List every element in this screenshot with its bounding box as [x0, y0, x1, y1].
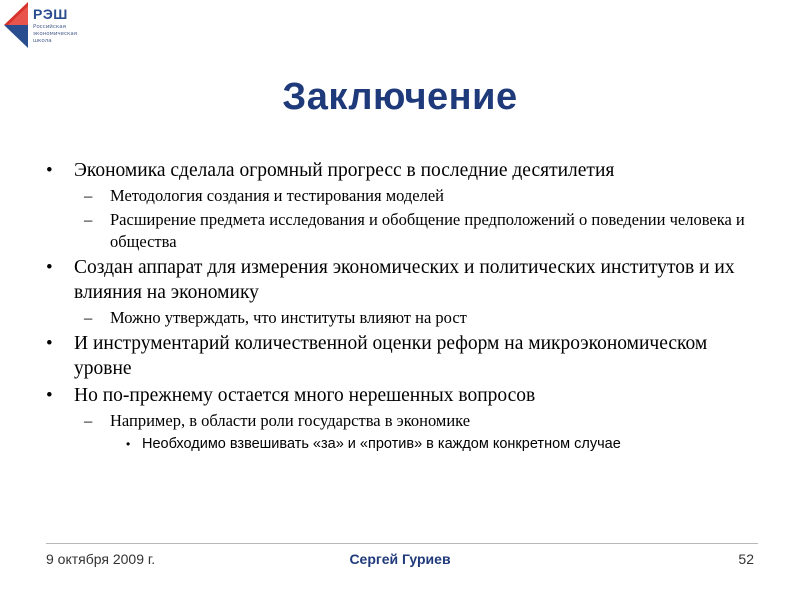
logo-acronym: РЭШ [33, 6, 68, 22]
bullet-text: Но по-прежнему остается много нерешенных вопросов [74, 385, 536, 406]
sub-bullet-text: Можно утверждать, что институты влияют на рост [110, 308, 467, 327]
bullet-dot-icon: • [46, 333, 53, 354]
bullet-item [46, 331, 746, 381]
dash-bullet-icon: – [84, 308, 93, 327]
dash-bullet-icon: – [84, 411, 93, 430]
sub-sub-bullet-item [46, 434, 746, 454]
bullet-dot-icon: • [126, 437, 131, 451]
dash-bullet-icon: – [84, 186, 93, 205]
bullet-item [46, 255, 746, 305]
footer-date: 9 октября 2009 г. [46, 551, 156, 567]
sub-bullet-text: Например, в области роли государства в экономике [110, 411, 471, 430]
footer-author: Сергей Гуриев [349, 551, 451, 567]
logo-subtitle-line: школа [33, 38, 52, 44]
sub-bullet-item [46, 410, 746, 432]
bullet-dot-icon: • [46, 160, 53, 181]
dash-bullet-icon: – [84, 210, 93, 229]
sub-sub-bullet-text: Необходимо взвешивать «за» и «против» в каждом конкретном случае [142, 436, 621, 452]
bullet-dot-icon: • [46, 385, 53, 406]
footer-divider [46, 543, 758, 544]
logo-mark-icon [4, 2, 30, 48]
bullet-item [46, 158, 746, 183]
logo-subtitle-line: экономическая [33, 31, 78, 37]
logo-subtitle-line: Российская [33, 24, 66, 30]
bullet-text: Создан аппарат для измерения экономических и политических институтов и их влияния на экономику [74, 257, 735, 303]
logo-subtitle [33, 24, 77, 45]
school-logo [4, 2, 124, 52]
slide-title: Заключение [282, 76, 518, 118]
bullet-dot-icon: • [46, 257, 53, 278]
sub-bullet-text: Методология создания и тестирования моделей [110, 186, 445, 205]
sub-bullet-item [46, 307, 746, 329]
sub-bullet-item [46, 209, 746, 253]
bullet-text: И инструментарий количественной оценки реформ на микроэкономическом уровне [74, 333, 708, 379]
bullet-text: Экономика сделала огромный прогресс в последние десятилетия [74, 160, 615, 181]
bullet-list [46, 158, 746, 454]
bullet-item [46, 383, 746, 408]
sub-bullet-text: Расширение предмета исследования и обобщение предположений о поведении человека и общества [110, 210, 745, 251]
sub-bullet-item [46, 185, 746, 207]
page-number: 52 [738, 551, 754, 567]
